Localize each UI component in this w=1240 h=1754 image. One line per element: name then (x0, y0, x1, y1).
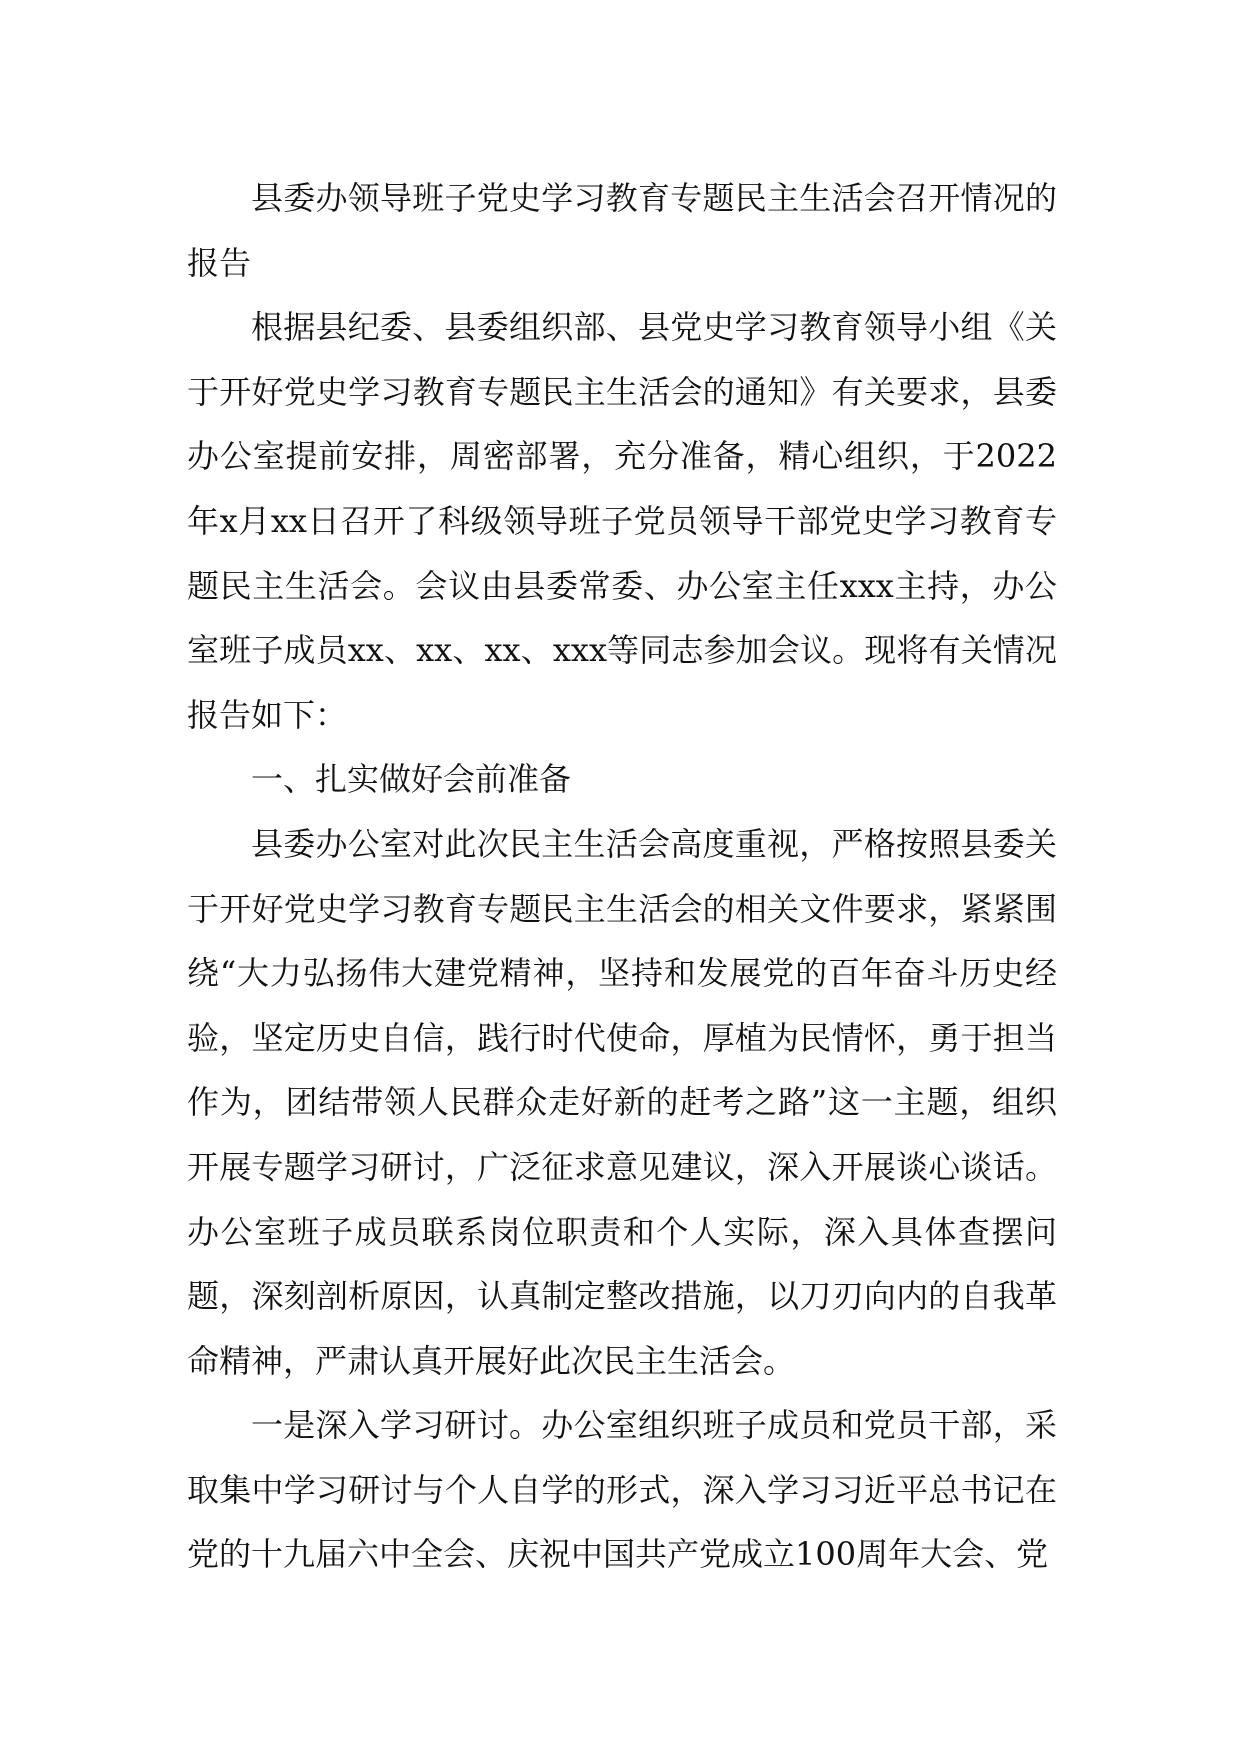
document-title: 县委办领导班子党史学习教育专题民主生活会召开情况的报告 (187, 179, 1057, 282)
paragraph-preparation: 县委办公室对此次民主生活会高度重视，严格按照县委关于开好党史学习教育专题民主生活会的相关文件要求，紧紧围绕“大力弘扬伟大建党精神，坚持和发展党的百年奋斗历史经验，坚定历史自信，践行时代使命，厚植为民情怀，勇于担当作为，团结带领人民群众走好新的赶考之路”这一主题，组织开展专题学习研讨，广泛征求意见建议，深入开展谈心谈话。办公室班子成员联系岗位职责和个人实际，深入具体查摆问题，深刻剖析原因，认真制定整改措施，以刀刃向内的自我革命精神，严肃认真开展好此次民主生活会。 (187, 824, 1057, 1380)
paragraph-study: 一是深入学习研讨。办公室组织班子成员和党员干部，采取集中学习研讨与个人自学的形式，深入学习习近平总书记在党的十九届六中全会、庆祝中国共产党成立100周年大会、党 (187, 1406, 1057, 1574)
document-body (187, 166, 1057, 1587)
section-heading-1: 一、扎实做好会前准备 (251, 760, 572, 799)
paragraph-intro: 根据县纪委、县委组织部、县党史学习教育领导小组《关于开好党史学习教育专题民主生活会的通知》有关要求，县委办公室提前安排，周密部署，充分准备，精心组织，于2022年x月xx日召开了科级领导班子党员领导干部党史学习教育专题民主生活会。会议由县委常委、办公室主任xxx主持，办公室班子成员xx、xx、xx、xxx等同志参加会议。现将有关情况报告如下： (187, 308, 1057, 734)
